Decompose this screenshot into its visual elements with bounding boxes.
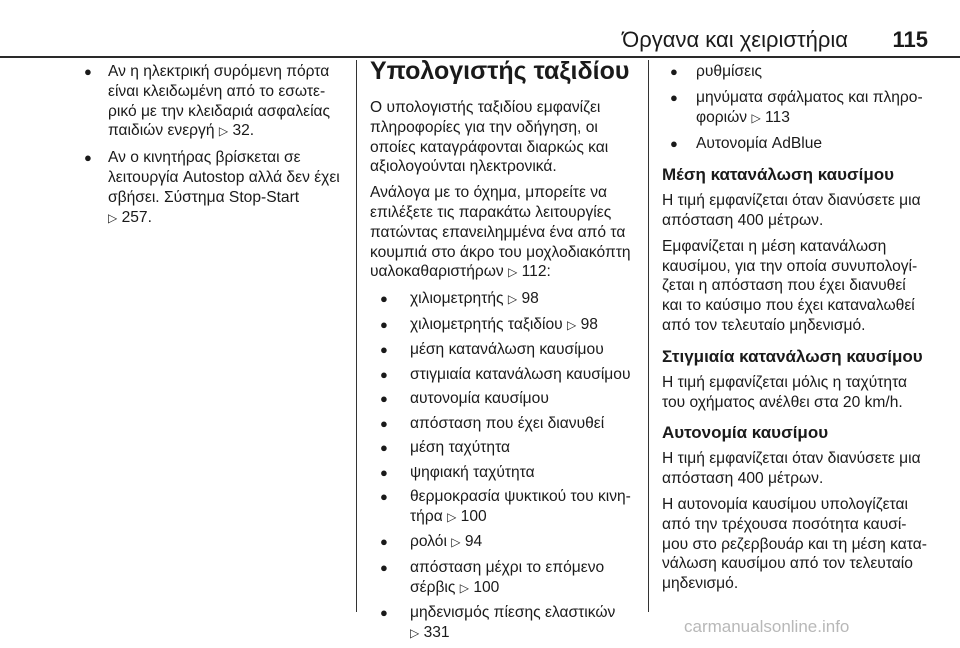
list-item: ● χιλιομετρητής ταξιδίου ▷ 98 [382,315,632,336]
page-ref-icon: ▷ [459,580,469,595]
page-ref-icon: ▷ [451,535,461,550]
page-ref-icon: ▷ [218,124,229,139]
page-ref-icon: ▷ [410,625,420,640]
page-ref-icon: ▷ [447,509,457,524]
list-item: ● στιγμιαία κατανάλωση καυσίμου [382,365,632,385]
page-ref[interactable]: 257. [121,208,152,226]
page-ref[interactable]: 331 [423,623,450,641]
page-ref-icon: ▷ [567,317,577,332]
subsection-heading: Αυτονομία καυσίμου [662,423,829,443]
paragraph: Η τιμή εμφανίζεται όταν διανύσετε μια απόσταση 400 μέτρων. [662,192,921,229]
list-item: ● μηδενισμός πίεσης ελαστικών ▷ 331 [382,603,632,644]
list-item: ● μέση ταχύτητα [382,438,632,458]
page-ref[interactable]: 98 [521,290,539,308]
page-ref[interactable]: 100 [473,578,500,596]
column-right [662,62,930,600]
paragraph: Η τιμή εμφανίζεται όταν διανύσετε μια απόσταση 400 μέτρων. [662,450,921,488]
column-middle [370,56,632,648]
list-item: ● ρυθμίσεις [670,62,930,82]
paragraph: Ο υπολογιστής ταξιδίου εμφανίζει πληροφορίες για την οδήγηση, οι οποίες καταγράφονται διαρκώς και αξιολογούνται ηλεκτρονικά. [370,99,609,176]
page-ref-icon: ▷ [751,110,761,125]
paragraph: Ανάλογα με το όχημα, μπορείτε να επιλέξετε τις παρακάτω λειτουργίες πατώντας επανειλημμένα ένα από τα κουμπιά στο άκρο του μοχλοδιακόπτη υαλοκαθαριστήρων ▷ 112: [370,184,631,281]
page-ref[interactable]: 94 [464,533,483,551]
bullet-list [82,62,344,228]
list-item: ● απόσταση μέχρι το επόμενο σέρβις ▷ 100 [382,558,632,599]
list-item: ● θερμοκρασία ψυκτικού του κινη-τήρα ▷ 100 [382,487,632,528]
page-ref[interactable]: 112: [521,263,551,281]
bullet-list [370,289,632,644]
list-item: ● αυτονομία καυσίμου [382,389,632,409]
list-item: ● απόσταση που έχει διανυθεί [382,414,632,434]
list-item: ● μέση κατανάλωση καυσίμου [382,340,632,360]
list-item: ● Αν ο κινητήρας βρίσκεται σε λειτουργία Autostop αλλά δεν έχει σβήσει. Σύστημα Stop-Start ▷ 257. [82,148,344,228]
list-item: ● ρολόι ▷ 94 [382,532,632,553]
paragraph: Εμφανίζεται η μέση κατανάλωση καυσίμου, για την οποία συνυπολογί-ζεται η απόσταση που έχει διανυθεί και το καύσιμο που έχει καταναλωθεί από τον τελευταίο μηδενισμό. [662,237,918,334]
list-item: ● χιλιομετρητής ▷ 98 [382,289,632,310]
page-header-title: Όργανα και χειριστήρια [622,27,848,52]
list-item: ● ψηφιακή ταχύτητα [382,463,632,483]
list-item: ● Αυτονομία AdBlue [670,134,930,154]
page-ref-icon: ▷ [508,265,518,280]
subsection-heading: Μέση κατανάλωση καυσίμου [662,165,895,185]
page-ref[interactable]: 100 [460,507,487,525]
page-ref[interactable]: 98 [580,315,598,333]
page-ref-icon: ▷ [108,210,118,225]
paragraph: Η τιμή εμφανίζεται μόλις η ταχύτητα του οχήματος ανέλθει στα 20 km/h. [662,373,908,411]
list-item: ● Αν η ηλεκτρική συρόμενη πόρτα είναι κλειδωμένη από το εσωτε-ρικό με την κλειδαριά ασφαλείας παιδιών ενεργή ▷ 32. [82,62,344,142]
bullet-list [662,62,930,154]
column-divider [648,60,649,612]
column-divider [356,60,357,612]
paragraph: Η αυτονομία καυσίμου υπολογίζεται από την τρέχουσα ποσότητα καυσί-μου στο ρεζερβουάρ και τη μέση κατα-νάλωση καυσίμου από τον τελευταίο μηδενισμό. [662,495,927,593]
page-ref-icon: ▷ [507,292,518,307]
subsection-heading: Στιγμιαία κατανάλωση καυσίμου [662,346,923,366]
page-ref[interactable]: 113 [765,108,790,126]
list-item: ● μηνύματα σφάλματος και πληρο-φοριών ▷ 113 [670,88,930,129]
column-left [82,62,344,234]
page-number: 115 [892,27,928,52]
section-heading: Υπολογιστής ταξιδίου [370,57,630,85]
page-ref[interactable]: 32. [232,122,255,140]
watermark: carmanualsonline.info [684,617,850,636]
page-header [0,0,960,58]
